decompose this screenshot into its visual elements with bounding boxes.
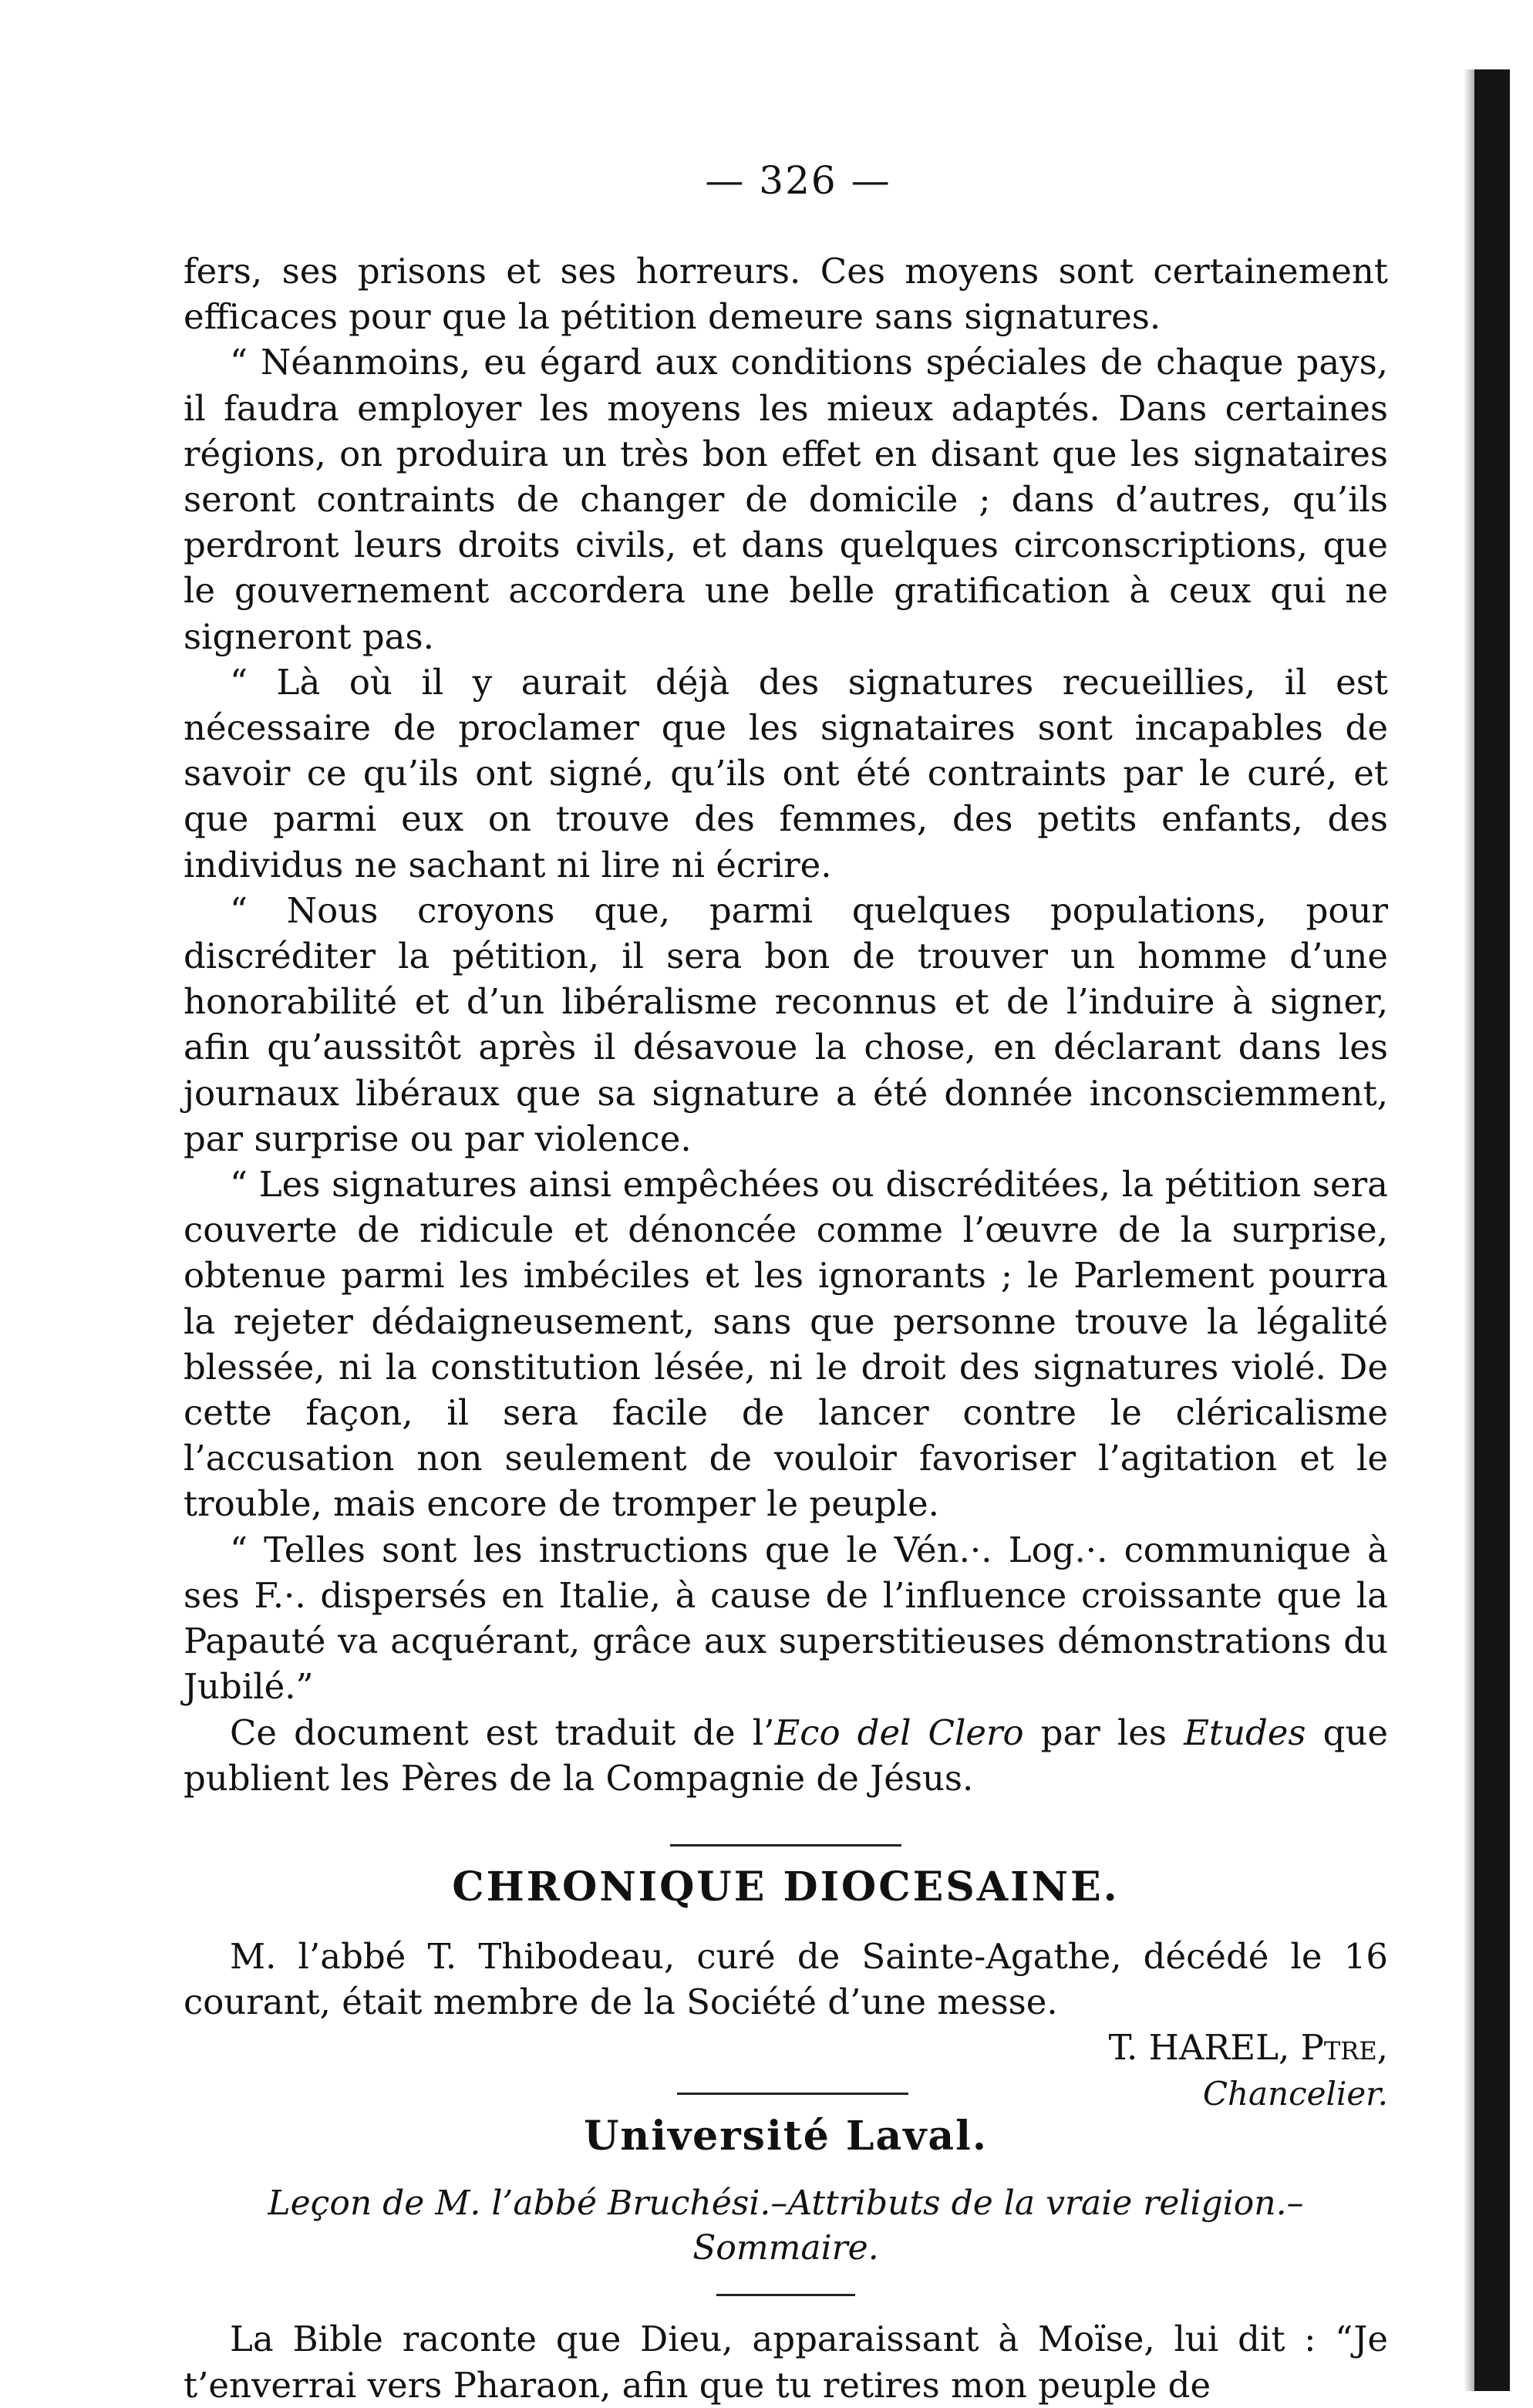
signature-role: Chancelier. [1202,2075,1388,2113]
paragraph: “ Telles sont les instructions que le Vén.·. Log.·. communique à ses F.·. dispersés en Italie, à cause de l’influence croissante que la Papauté va acquérant, grâce aux superstitieuses démonstrations du Jubilé.” [184,1529,1388,1708]
paragraph-source-note [184,1710,1388,1801]
paragraph: “ Là où il y aurait déjà des signatures recueillies, il est nécessaire de proclamer que les signataires sont incapables de savoir ce qu’ils ont signé, qu’ils ont été contraints par le curé, et que parmi eux on trouve des femmes, des petits enfants, des individus ne sachant ni lire ni écrire. [184,661,1388,885]
signature-name: T. HAREL, [1108,2027,1301,2069]
section-divider [677,2093,908,2095]
source-note-before: Ce document est traduit de l’ [230,1712,775,1753]
page-number: — 326 — [705,158,891,203]
paragraph-chronique: M. l’abbé T. Thibodeau, curé de Sainte-Agathe, décédé le 16 courant, était membre de la Société d’une messe. [184,1935,1388,2023]
section-divider [716,2294,855,2296]
source-note-after: que publient les Pères de la Compagnie de Jésus. [184,1712,1388,1799]
body-text [184,248,1388,2408]
signature [184,2025,1388,2070]
journal-title-eco-del-clero: Eco del Clero [774,1712,1024,1753]
paragraph: “ Néanmoins, eu égard aux conditions spéciales de chaque pays, il faudra employer les moyens les mieux adaptés. Dans certaines régions, on produira un très bon effet en disant que les signataires seront contraints de changer de domicile ; dans d’autres, qu’ils perdront leurs droits civils, et dans quelques circonscriptions, que le gouvernement accordera une belle gratification à ceux qui ne signeront pas. [184,342,1388,657]
paragraph: “ Nous croyons que, parmi quelques populations, pour discréditer la pétition, il sera bon de trouver un homme d’une honorabilité et d’un libéralisme reconnus et de l’induire à signer, afin qu’aussitôt après il désavoue la chose, en déclarant dans les journaux libéraux que sa signature a été donnée inconsciemment, par surprise ou par violence. [184,889,1388,1159]
paragraph: “ Les signatures ainsi empêchées ou discréditées, la pétition sera couverte de ridicule et dénoncée comme l’œuvre de la surprise, obtenue parmi les imbéciles et les ignorants ; le Parlement pourra la rejeter dédaigneusement, sans que personne trouve la légalité blessée, ni la constitution lésée, ni le droit des signatures violé. De cette façon, il sera facile de lancer contre le cléricalisme l’accusation non seulement de vouloir favoriser l’agitation et le trouble, mais encore de tromper le peuple. [184,1164,1388,1525]
scan-binding-edge [1474,69,1510,2391]
journal-title-etudes: Etudes [1184,1712,1306,1753]
signature-role-line [184,2075,1388,2113]
section-title-chronique: CHRONIQUE DIOCESAINE. [452,1863,1120,1911]
paragraph: fers, ses prisons et ses horreurs. Ces moyens sont certainement efficaces pour que la pétition demeure sans signatures. [184,251,1388,338]
signature-title: Ptre, [1300,2027,1388,2069]
paragraph-universite: La Bible raconte que Dieu, apparaissant à Moïse, lui dit : “Je t’enverrai vers Pharaon, afin que tu retires mon peuple de [184,2319,1388,2406]
section-divider [670,1844,901,1846]
section-title-universite: Université Laval. [584,2113,988,2160]
source-note-middle: par les [1023,1712,1184,1753]
lesson-title: Leçon de M. l’abbé Bruchési.–Attributs de la vraie religion.–Sommaire. [268,2184,1304,2268]
